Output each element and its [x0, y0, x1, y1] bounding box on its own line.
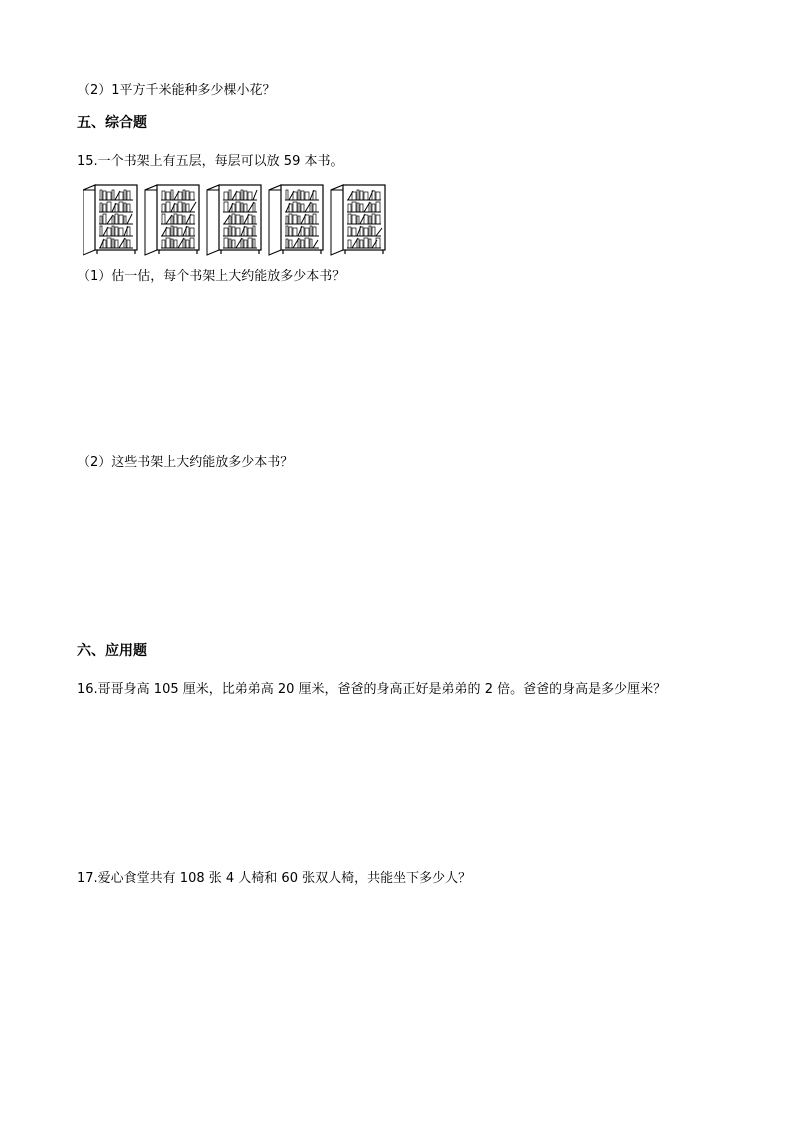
bookshelf-icon [83, 185, 137, 255]
section5-title: 五、综合题 [77, 115, 147, 131]
q15-stem: 15.一个书架上有五层，每层可以放 59 本书。 [77, 154, 344, 169]
q15-sub2: （2）这些书架上大约能放多少本书？ [77, 455, 294, 470]
q14-sub2: （2）1平方千米能种多少棵小花？ [77, 83, 276, 98]
bookshelf-icon [207, 185, 261, 255]
bookshelf-icon [331, 185, 385, 255]
bookshelf-icon [269, 185, 323, 255]
q17: 17.爱心食堂共有 108 张 4 人椅和 60 张双人椅，共能坐下多少人？ [77, 871, 472, 886]
q16: 16.哥哥身高 105 厘米，比弟弟高 20 厘米，爸爸的身高正好是弟弟的 2 倍。爸爸的身高是多少厘米？ [77, 682, 667, 697]
q15-sub1: （1）估一估，每个书架上大约能放多少本书？ [77, 269, 346, 284]
bookshelf-icon [145, 185, 199, 255]
bookshelves-illustration [83, 184, 389, 256]
section6-title: 六、应用题 [77, 643, 147, 659]
